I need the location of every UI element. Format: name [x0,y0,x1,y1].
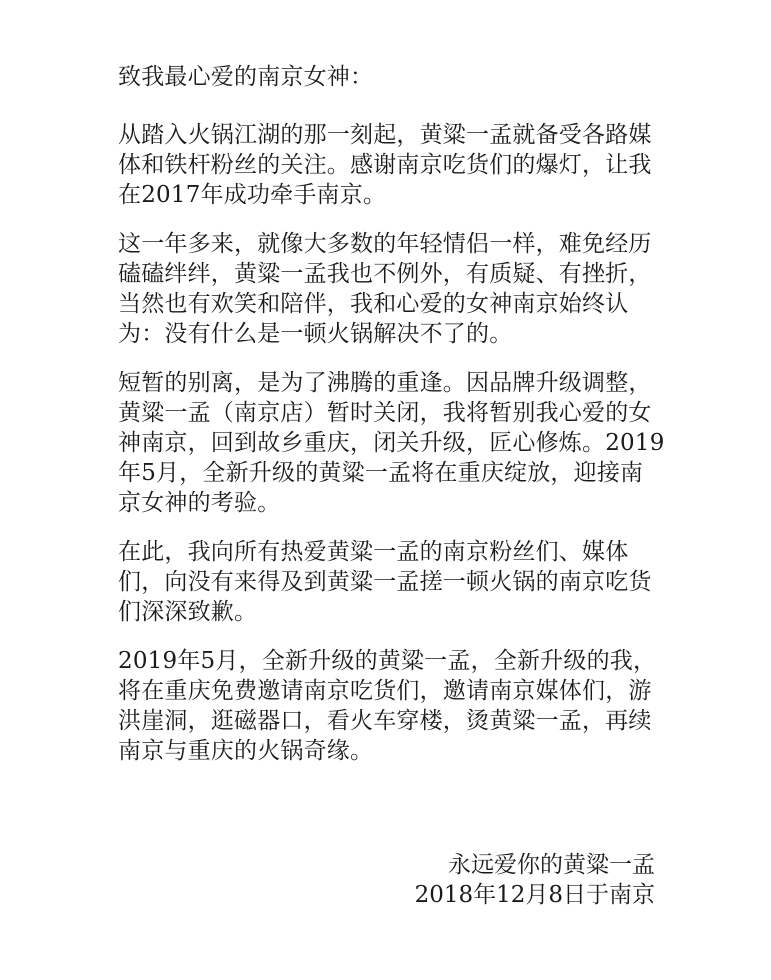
paragraph-line: 们，向没有来得及到黄粱一孟搓一顿火锅的南京吃货 [118,569,652,595]
paragraph-line: 黄粱一孟（南京店）暂时关闭，我将暂别我心爱的女 [118,400,652,426]
paragraph-line: 磕磕绊绊，黄粱一孟我也不例外，有质疑、有挫折， [118,261,652,287]
paragraph-line: 体和铁杆粉丝的关注。感谢南京吃货们的爆灯，让我 [118,152,652,178]
paragraph-line: 年5月，全新升级的黄粱一孟将在重庆绽放，迎接南 [118,460,644,486]
paragraph-line: 京女神的考验。 [118,490,281,516]
paragraph-line: 2019年5月，全新升级的黄粱一孟，全新升级的我， [118,648,657,674]
paragraph-line: 短暂的别离，是为了沸腾的重逢。因品牌升级调整， [118,370,652,396]
paragraph-line: 们深深致歉。 [118,599,258,625]
paragraph-line: 在2017年成功牵手南京。 [118,182,387,208]
signature-closing: 永远爱你的黄粱一孟 [448,852,655,878]
salutation: 致我最心爱的南京女神： [118,64,374,90]
signature-date: 2018年12月8日于南京 [414,882,655,908]
paragraph-line: 当然也有欢笑和陪伴，我和心爱的女神南京始终认 [118,291,629,317]
paragraph-line: 这一年多来，就像大多数的年轻情侣一样，难免经历 [118,231,652,257]
paragraph-line: 将在重庆免费邀请南京吃货们，邀请南京媒体们，游 [118,678,652,704]
paragraph-line: 在此，我向所有热爱黄粱一孟的南京粉丝们、媒体 [118,539,629,565]
paragraph-line: 神南京，回到故乡重庆，闭关升级，匠心修炼。2019 [118,430,665,456]
paragraph-line: 从踏入火锅江湖的那一刻起，黄粱一孟就备受各路媒 [118,122,652,148]
paragraph-line: 为：没有什么是一顿火锅解决不了的。 [118,321,513,347]
paragraph-line: 洪崖洞，逛磁器口，看火车穿楼，烫黄粱一孟，再续 [118,708,652,734]
paragraph-line: 南京与重庆的火锅奇缘。 [118,738,374,764]
